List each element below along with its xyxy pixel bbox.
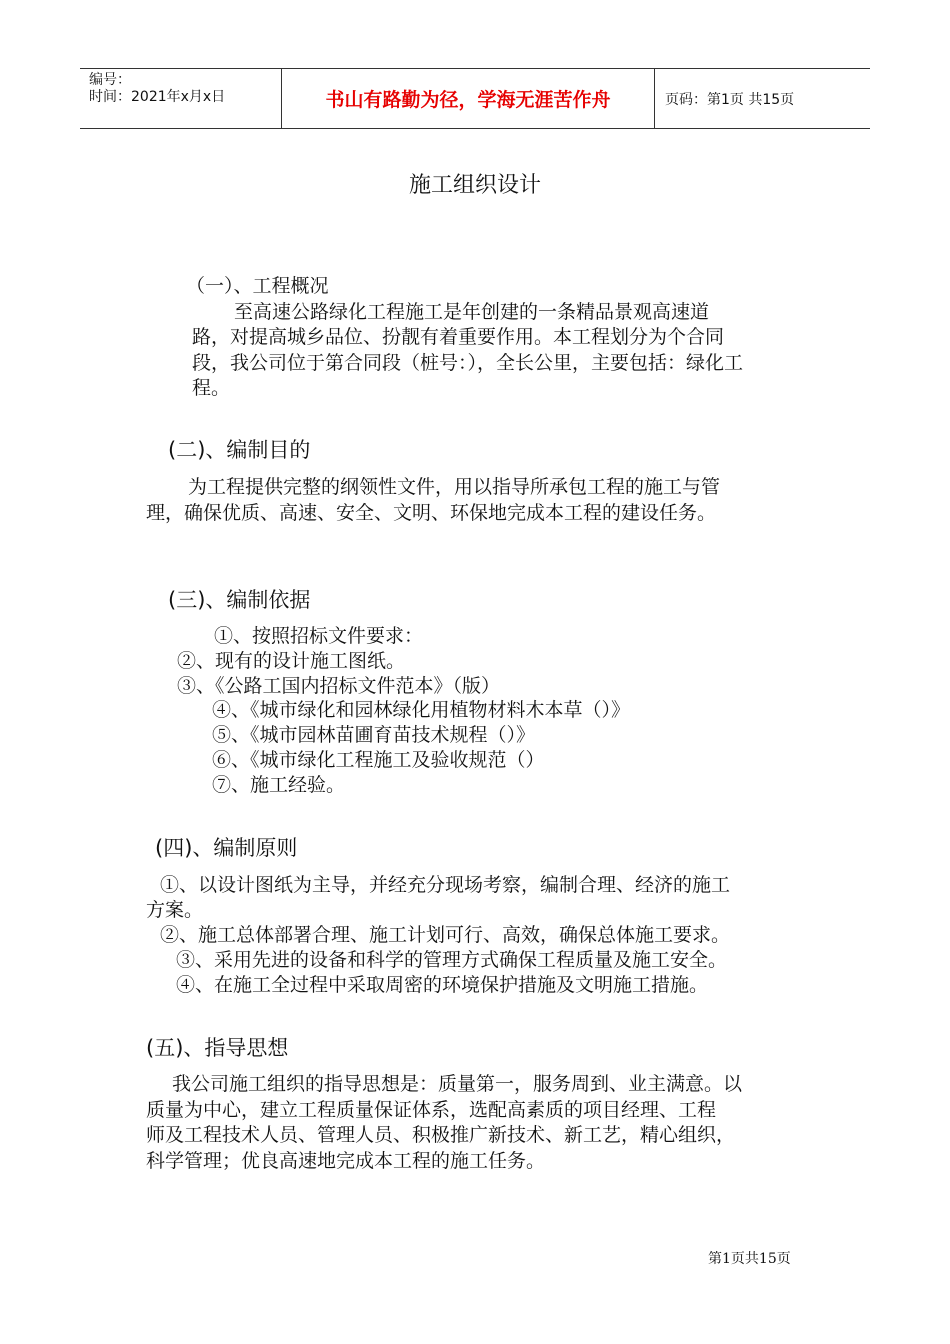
list-item: ②、现有的设计施工图纸。 (177, 650, 406, 672)
list-item: ④、在施工全过程中采取周密的环境保护措施及文明施工措施。 (176, 974, 709, 996)
document-title: 施工组织设计 (408, 173, 541, 198)
list-item: ⑤、《城市园林苗圃育苗技术规程（）》 (212, 724, 536, 746)
paragraph-line: 路，对提高城乡品位、扮靓有着重要作用。本工程划分为个合同 (192, 326, 725, 348)
header-meta (80, 69, 282, 128)
page-footer: 第1页共15页 (708, 1251, 791, 1267)
header-motto: 书山有路勤为径，学海无涯苦作舟 (282, 69, 655, 128)
section-4-heading: (四)、编制原则 (155, 836, 298, 860)
section-3-heading: (三)、编制依据 (168, 588, 311, 612)
list-item: ⑦、施工经验。 (212, 774, 346, 796)
paragraph-line: 科学管理；优良高速地完成本工程的施工任务。 (146, 1150, 546, 1172)
list-item: 方案。 (146, 899, 204, 921)
paragraph-line: 为工程提供完整的纲领性文件，用以指导所承包工程的施工与管 (188, 476, 721, 498)
page-header (80, 68, 870, 129)
paragraph-line: 我公司施工组织的指导思想是：质量第一，服务周到、业主满意。以 (172, 1073, 743, 1095)
list-item: ④、《城市绿化和园林绿化用植物材料木本草（）》 (212, 699, 631, 721)
paragraph-line: 质量为中心，建立工程质量保证体系，选配高素质的项目经理、工程 (146, 1099, 717, 1121)
section-1-heading: （一）、工程概况 (186, 275, 329, 297)
document-number-label: 编号： (89, 72, 131, 88)
list-item: ①、按照招标文件要求： (214, 625, 424, 647)
document-date-label: 时间：2021年x月x日 (89, 89, 226, 105)
header-page-info: 页码：第1页 共15页 (665, 91, 795, 108)
paragraph-line: 至高速公路绿化工程施工是年创建的一条精品景观高速道 (234, 301, 710, 323)
list-item: ②、施工总体部署合理、施工计划可行、高效，确保总体施工要求。 (160, 924, 731, 946)
section-2-heading: (二)、编制目的 (168, 438, 311, 462)
list-item: ①、以设计图纸为主导，并经充分现场考察，编制合理、经济的施工 (160, 874, 731, 896)
paragraph-line: 师及工程技术人员、管理人员、积极推广新技术、新工艺，精心组织， (146, 1124, 736, 1146)
list-item: ⑥、《城市绿化工程施工及验收规范（） (212, 749, 545, 771)
list-item: ③、采用先进的设备和科学的管理方式确保工程质量及施工安全。 (176, 949, 728, 971)
list-item: ③、《公路工国内招标文件范本》（版） (177, 675, 501, 697)
paragraph-line: 程。 (192, 377, 231, 399)
section-5-heading: (五)、指导思想 (146, 1036, 289, 1060)
paragraph-line: 段，我公司位于第合同段（桩号：），全长公里，主要包括：绿化工 (192, 352, 744, 374)
paragraph-line: 理，确保优质、高速、安全、文明、环保地完成本工程的建设任务。 (146, 502, 717, 524)
